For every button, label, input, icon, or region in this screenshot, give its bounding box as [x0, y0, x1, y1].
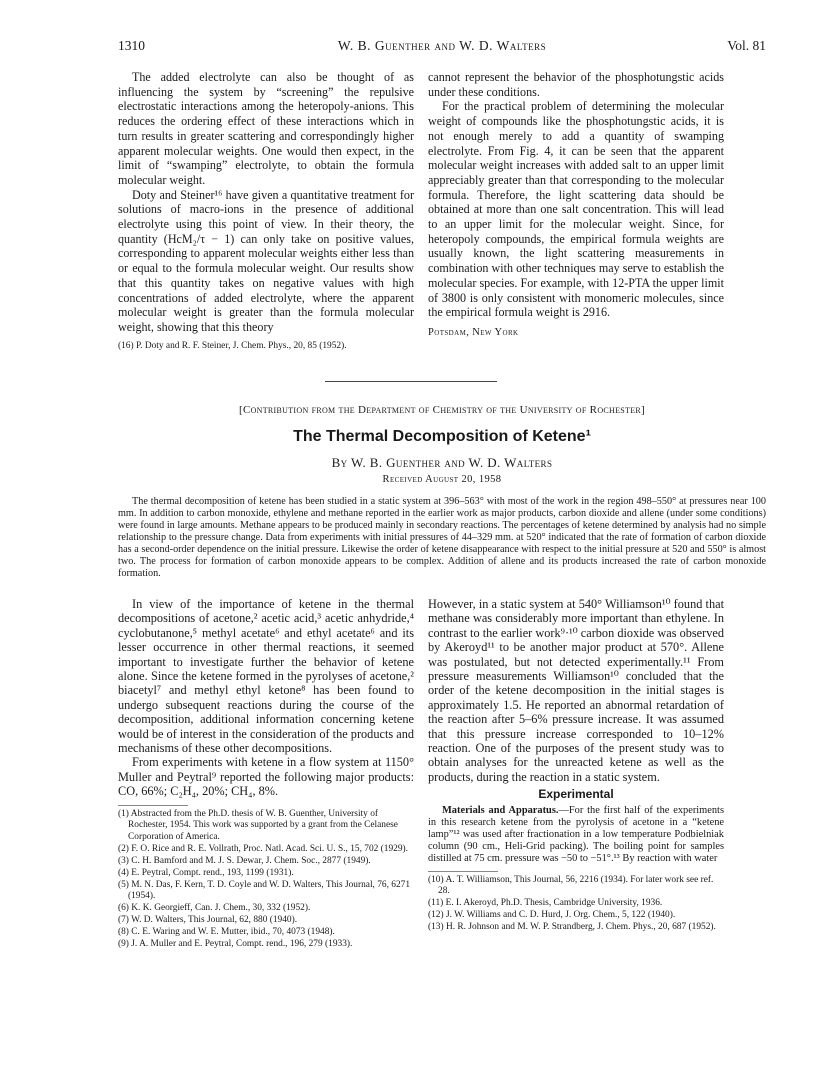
volume-label: Vol. 81 — [727, 38, 766, 53]
footnote: (8) C. E. Waring and W. E. Mutter, ibid., 70, 4073 (1948). — [118, 926, 335, 937]
footnote: (4) E. Peytral, Compt. rend., 193, 1199 (1931). — [118, 867, 294, 878]
prev-paragraph: Doty and Steiner¹⁶ have given a quantitative treatment for solutions of macro-ions in the presence of additional electrolyte using this point of view. In their theory, the quantity (HcM₂/τ − 1) can only take on positive values, corresponding to apparent molecular weights either less than or equal to the formula molecular weight. Our results show that this quantity takes on negative values with high concentrations of added electrolyte, where the apparent molecular weight is greater than the formula molecular weight, showing that this theory — [118, 187, 414, 334]
location-line: Potsdam, New York — [428, 326, 519, 338]
contribution-line: [Contribution from the Department of Chemistry of the University of Rochester] — [238, 404, 646, 416]
page-number: 1310 — [118, 38, 145, 53]
footnote: (2) F. O. Rice and R. E. Vollrath, Proc. Natl. Acad. Sci. U. S., 15, 702 (1929). — [118, 843, 409, 854]
footnote: (12) J. W. Williams and C. D. Hurd, J. Org. Chem., 5, 122 (1940). — [428, 910, 676, 921]
received-date: Received August 20, 1958 — [382, 474, 502, 485]
running-head — [118, 38, 766, 58]
footnote-rule — [428, 871, 498, 872]
body-right-column — [428, 597, 724, 934]
footnote: (9) J. A. Muller and E. Peytral, Compt. rend., 196, 279 (1933). — [118, 938, 353, 949]
prev-paragraph: For the practical problem of determining the molecular weight of compounds like the phosphotungstic acids, it is not enough merely to add a quantity of swamping electrolyte. From Fig. 4, it can be seen that the apparent molecular weight increases with added salt to an upper limit appreciably greater than that corresponding to the molecular formula. Therefore, the light scattering data should be obtained at more than one salt concentration. This will lead to an upper limit for the molecular weight. Since, for heteropoly compounds, the empirical formula weights are usually known, the light scattering measurements in combination with other techniques may serve to establish the molecular species. For example, with 12-PTA the upper limit of 3800 is only consistent with monomeric molecules, since the empirical formula weight is 2916. — [428, 99, 724, 320]
section-heading: Experimental — [538, 787, 614, 802]
footnote-rule — [118, 805, 188, 806]
prev-footnote: (16) P. Doty and R. F. Steiner, J. Chem. Phys., 20, 85 (1952). — [118, 340, 347, 351]
footnote: (6) K. K. Georgieff, Can. J. Chem., 30, 332 (1952). — [118, 902, 311, 913]
paragraph-lead: Materials and Apparatus. — [442, 804, 559, 816]
prev-article-left-column — [118, 70, 414, 352]
article-title: The Thermal Decomposition of Ketene¹ — [293, 428, 591, 445]
running-title: W. B. Guenther and W. D. Walters — [337, 38, 547, 53]
footnote: (11) E. I. Akeroyd, Ph.D. Thesis, Cambridge University, 1936. — [428, 898, 663, 909]
body-paragraph: However, in a static system at 540° Williamson¹⁰ found that methane was considerably more important than ethylene. In contrast to the earlier work⁹·¹⁰ carbon dioxide was observed by Akeroyd¹¹ to be another major product at 570°. Allene was postulated, but not detected experimentally.¹¹ From pressure measurements Williamson¹⁰ concluded that the order of the ketene decomposition in the initial stages is approximately 1.5. He reported an abnormal retardation of the reaction after 5–6% pressure increase. It was assumed that this pressure increase corresponded to 10–12% reaction. One of the purposes of the present study was to obtain analyses for the unreacted ketene as well as the products, during the reaction in a static system. — [428, 597, 724, 784]
footnotes — [428, 875, 724, 934]
prev-paragraph: The added electrolyte can also be thought of as influencing the system by “screening” the repulsive electrostatic interactions among the heteropoly-anions. This reduces the ordering effect of these interactions which in turn results in greater scattering and correspondingly higher apparent molecular weights. One would then expect, in the limit of “swamping” electrolyte, to obtain the formula molecular weight. — [118, 70, 414, 187]
body-left-column — [118, 597, 414, 951]
footnotes — [118, 809, 414, 951]
prev-article-right-column — [428, 70, 724, 341]
footnote: (3) C. H. Bamford and M. J. S. Dewar, J. Chem. Soc., 2877 (1949). — [118, 855, 371, 866]
footnote: (5) M. N. Das, F. Kern, T. D. Coyle and W. D. Walters, This Journal, 76, 6271 (1954). — [118, 879, 411, 901]
body-paragraph: From experiments with ketene in a flow system at 1150° Muller and Peytral⁹ reported the following major products: CO, 66%; C₂H₄, 20%; CH₄, 8%. — [118, 755, 414, 799]
footnote: (10) A. T. Williamson, This Journal, 56, 2216 (1934). For later work see ref. 28. — [428, 874, 714, 897]
prev-paragraph: cannot represent the behavior of the phosphotungstic acids under these conditions. — [428, 70, 724, 99]
experimental-text: —For the first half of the experiments in this research ketene from the pyrolysis of acetone in a “ketene lamp”¹² was used after fractionation in a low temperature Podbielniak column (90 cm., Heli-Grid packing). The boiling point for samples distilled at 75 cm. pressure was −50 to −51°.¹³ By reaction with water — [428, 804, 724, 864]
body-paragraph: In view of the importance of ketene in the thermal decompositions of acetone,² acetic acid,³ acetic anhydride,⁴ cyclobutanone,⁵ methyl acetate⁶ and ethyl acetate⁶ and its lesser occurrence in other thermal reactions, it seemed important to investigate further the behavior of ketene alone. Since the ketene formed in the pyrolyses of acetone,² biacetyl⁷ and methyl ethyl ketone⁸ has been found to undergo subsequent reactions during the course of the decomposition, additional information concerning ketene would be of interest in the consideration of the products and mechanisms of these other decompositions. — [118, 597, 414, 756]
abstract-text: The thermal decomposition of ketene has been studied in a static system at 396–563° with most of the work in the region 498–550° at pressures near 100 mm. In addition to carbon monoxide, ethylene and methane reported in the earlier work as major products, carbon dioxide and allene (under some conditions) were found in large amounts. Methane appears to be produced mainly in secondary reactions. The percentages of ketene determined by analysis had no simple relationship to the pressure change. Data from experiments with initial pressures of 44–329 mm. at 520° indicated that the rate of formation of carbon dioxide has a second-order dependence on the initial pressure. Likewise the order of ketene disappearance with respect to the initial pressure at 520 and 550° is almost two. The process for formation of carbon monoxide appears to be complex. Addition of allene and its products increased the rate of carbon monoxide formation. — [118, 496, 766, 579]
footnote: (7) W. D. Walters, This Journal, 62, 880 (1940). — [118, 914, 298, 925]
footnote: (1) Abstracted from the Ph.D. thesis of W. B. Guenther, University of Rochester, 1954. This work was supported by a grant from the Celanese Corporation of America. — [118, 808, 398, 842]
article-authors: By W. B. Guenther and W. D. Walters — [331, 455, 553, 470]
experimental-paragraph — [428, 805, 724, 865]
article-separator — [325, 381, 497, 382]
footnote: (13) H. R. Johnson and M. W. P. Strandberg, J. Chem. Phys., 20, 687 (1952). — [428, 922, 716, 933]
abstract — [118, 496, 766, 580]
